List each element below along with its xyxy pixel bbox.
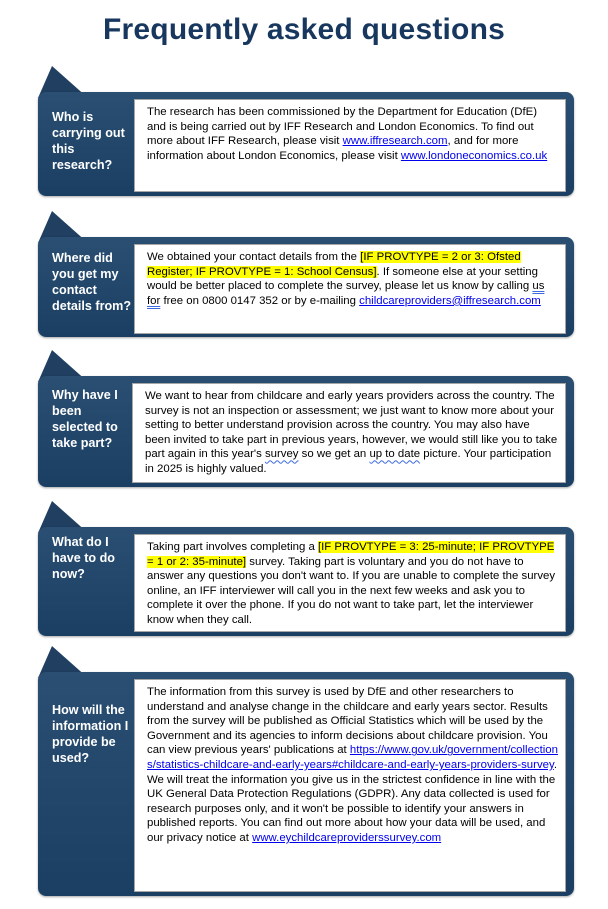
survey-website-link[interactable]: www.eychildcareproviderssurvey.com xyxy=(252,831,442,844)
email-link[interactable]: childcareproviders@iffresearch.com xyxy=(359,294,541,307)
faq-where-contact-details xyxy=(38,211,574,337)
answer-text: The research has been commissioned by the Department for Education (DfE) and is being carried out by IFF Research and London Economics. To find out more about IFF Research, please visit xyxy=(147,106,538,148)
answer-text: Taking part involves completing a xyxy=(147,541,318,553)
faq-answer xyxy=(134,679,566,892)
faq-question: Where did you get my contact details from? xyxy=(52,251,132,313)
faq-how-information-used xyxy=(38,646,574,896)
answer-text: . If someone else at your setting would be better placed to complete the survey, please let us know by calling xyxy=(147,265,538,293)
faq-answer xyxy=(134,244,566,334)
londoneconomics-link[interactable]: www.londoneconomics.co.uk xyxy=(400,149,548,162)
faq-who-is-carrying-out xyxy=(38,66,574,196)
answer-text: picture. Your participation in 2025 is highly valued. xyxy=(145,448,552,475)
page-title: Frequently asked questions xyxy=(103,13,505,46)
faq-what-to-do-now xyxy=(38,501,574,636)
answer-text: . We will treat the information you give us in the strictest confidence in line with the UK General Data Protection Regulations (GDPR). Any data collected is used for research purposes only, and it won't be possible to identify your answers in published reports. You can find out more about how your data will be used, and our privacy notice at xyxy=(147,758,557,844)
answer-text: , and for more information about London Economics, please visit xyxy=(147,135,519,162)
gov-uk-publications-link[interactable]: https://www.gov.uk/government/collections/statistics-childcare-and-early-years#childcare-and-early-years-providers-survey xyxy=(147,744,558,771)
faq-answer xyxy=(132,383,566,483)
answer-text-marked: up to date xyxy=(369,448,421,461)
faq-question: What do I have to do now? xyxy=(52,535,115,581)
answer-text: survey. Taking part is voluntary and you do not have to answer any questions you don't want to. If you are unable to complete the survey online, an IFF interviewer will call you in the next few weeks and ask you to complete it over the phone. If you do not want to take part, let the interviewer know when they call. xyxy=(147,555,556,626)
faq-why-selected xyxy=(38,350,574,487)
answer-text: We obtained your contact details from the xyxy=(147,251,361,263)
faq-answer xyxy=(134,99,566,192)
answer-text: free on 0800 0147 352 or by e-mailing xyxy=(160,294,360,307)
answer-text-marked: survey xyxy=(264,448,299,461)
answer-text-marked: us for xyxy=(147,280,545,307)
answer-text: The information from this survey is used by DfE and other researchers to understand and analyse change in the childcare and early years sector. Results from the survey will be published as Official Statistics which will be used by the Government and its agencies to inform decisions about childcare provision. You can view previous years' publications at xyxy=(147,686,548,757)
faq-question: Why have I been selected to take part? xyxy=(52,388,118,450)
faq-answer xyxy=(134,534,566,632)
answer-text: We want to hear from childcare and early years providers across the country. The survey is not an inspection or assessment; we just want to know more about your setting to better understand provision across the country. You may also have been invited to take part in previous years, however, we would still like you to take part again in this year's xyxy=(145,390,558,461)
iffresearch-link[interactable]: www.iffresearch.com xyxy=(342,135,448,148)
routing-highlight: [IF PROVTYPE = 2 or 3: Ofsted Register; IF PROVTYPE = 1: School Census] xyxy=(147,251,521,278)
faq-question: Who is carrying out this research? xyxy=(52,110,125,172)
routing-highlight: [IF PROVTYPE = 3: 25-minute; IF PROVTYPE = 1 or 2: 35-minute] xyxy=(147,541,555,568)
answer-text: so we get an xyxy=(298,448,370,461)
faq-question: How will the information I provide be used? xyxy=(52,703,129,765)
